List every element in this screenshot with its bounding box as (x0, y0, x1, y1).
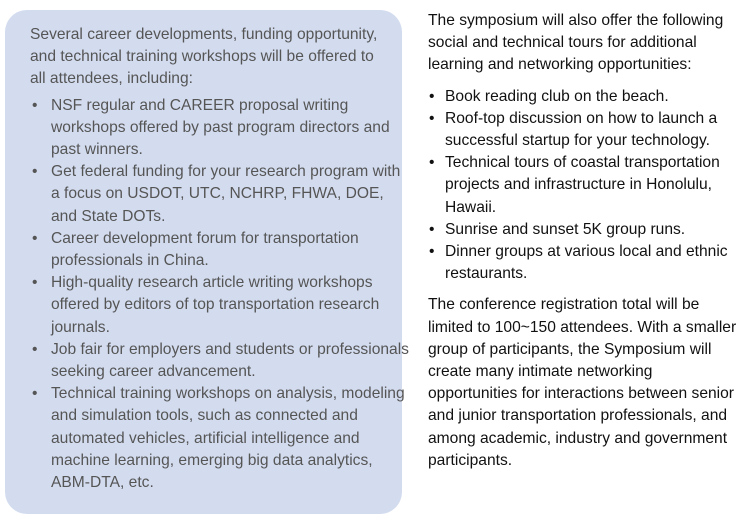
tours-intro-text: The symposium will also offer the following social and technical tours for additional learning and networking opportunities: (428, 12, 724, 74)
list-item: • Get federal funding for your research program with a focus on USDOT, UTC, NCHRP, FHWA, DOE, and State DOTs. (30, 161, 411, 228)
list-item: • NSF regular and CAREER proposal writing workshops offered by past program directors and past winners. (30, 95, 411, 162)
career-development-panel (5, 10, 409, 514)
social-tours-column (428, 10, 746, 472)
list-item: • Career development forum for transportation professionals in China. (30, 228, 411, 272)
panel-intro-text: Several career developments, funding opportunity, and technical training workshops will be offered to all attendees, including: (30, 26, 378, 88)
career-offerings-list (30, 95, 409, 495)
list-item: • Job fair for employers and students or professionals seeking career advancement. (30, 339, 411, 383)
list-item: • Technical training workshops on analysis, modeling and simulation tools, such as connected and automated vehicles, artificial intelligence and machine learning, emerging big data analytics, ABM-DTA, etc. (30, 383, 411, 494)
list-item: • Sunrise and sunset 5K group runs. (428, 219, 746, 241)
list-item: • Roof-top discussion on how to launch a successful startup for your technology. (428, 108, 746, 152)
list-item: • Dinner groups at various local and ethnic restaurants. (428, 241, 746, 285)
tours-list (428, 86, 746, 286)
list-item: • High-quality research article writing workshops offered by editors of top transportation research journals. (30, 272, 411, 339)
registration-closing-text: The conference registration total will be limited to 100~150 attendees. With a smaller group of participants, the Symposium will create many intimate networking opportunities for interactions between senior and junior transportation professionals, and among academic, industry and government participants. (428, 296, 737, 469)
list-item: • Book reading club on the beach. (428, 86, 746, 108)
list-item: • Technical tours of coastal transportation projects and infrastructure in Honolulu, Hawaii. (428, 152, 746, 219)
